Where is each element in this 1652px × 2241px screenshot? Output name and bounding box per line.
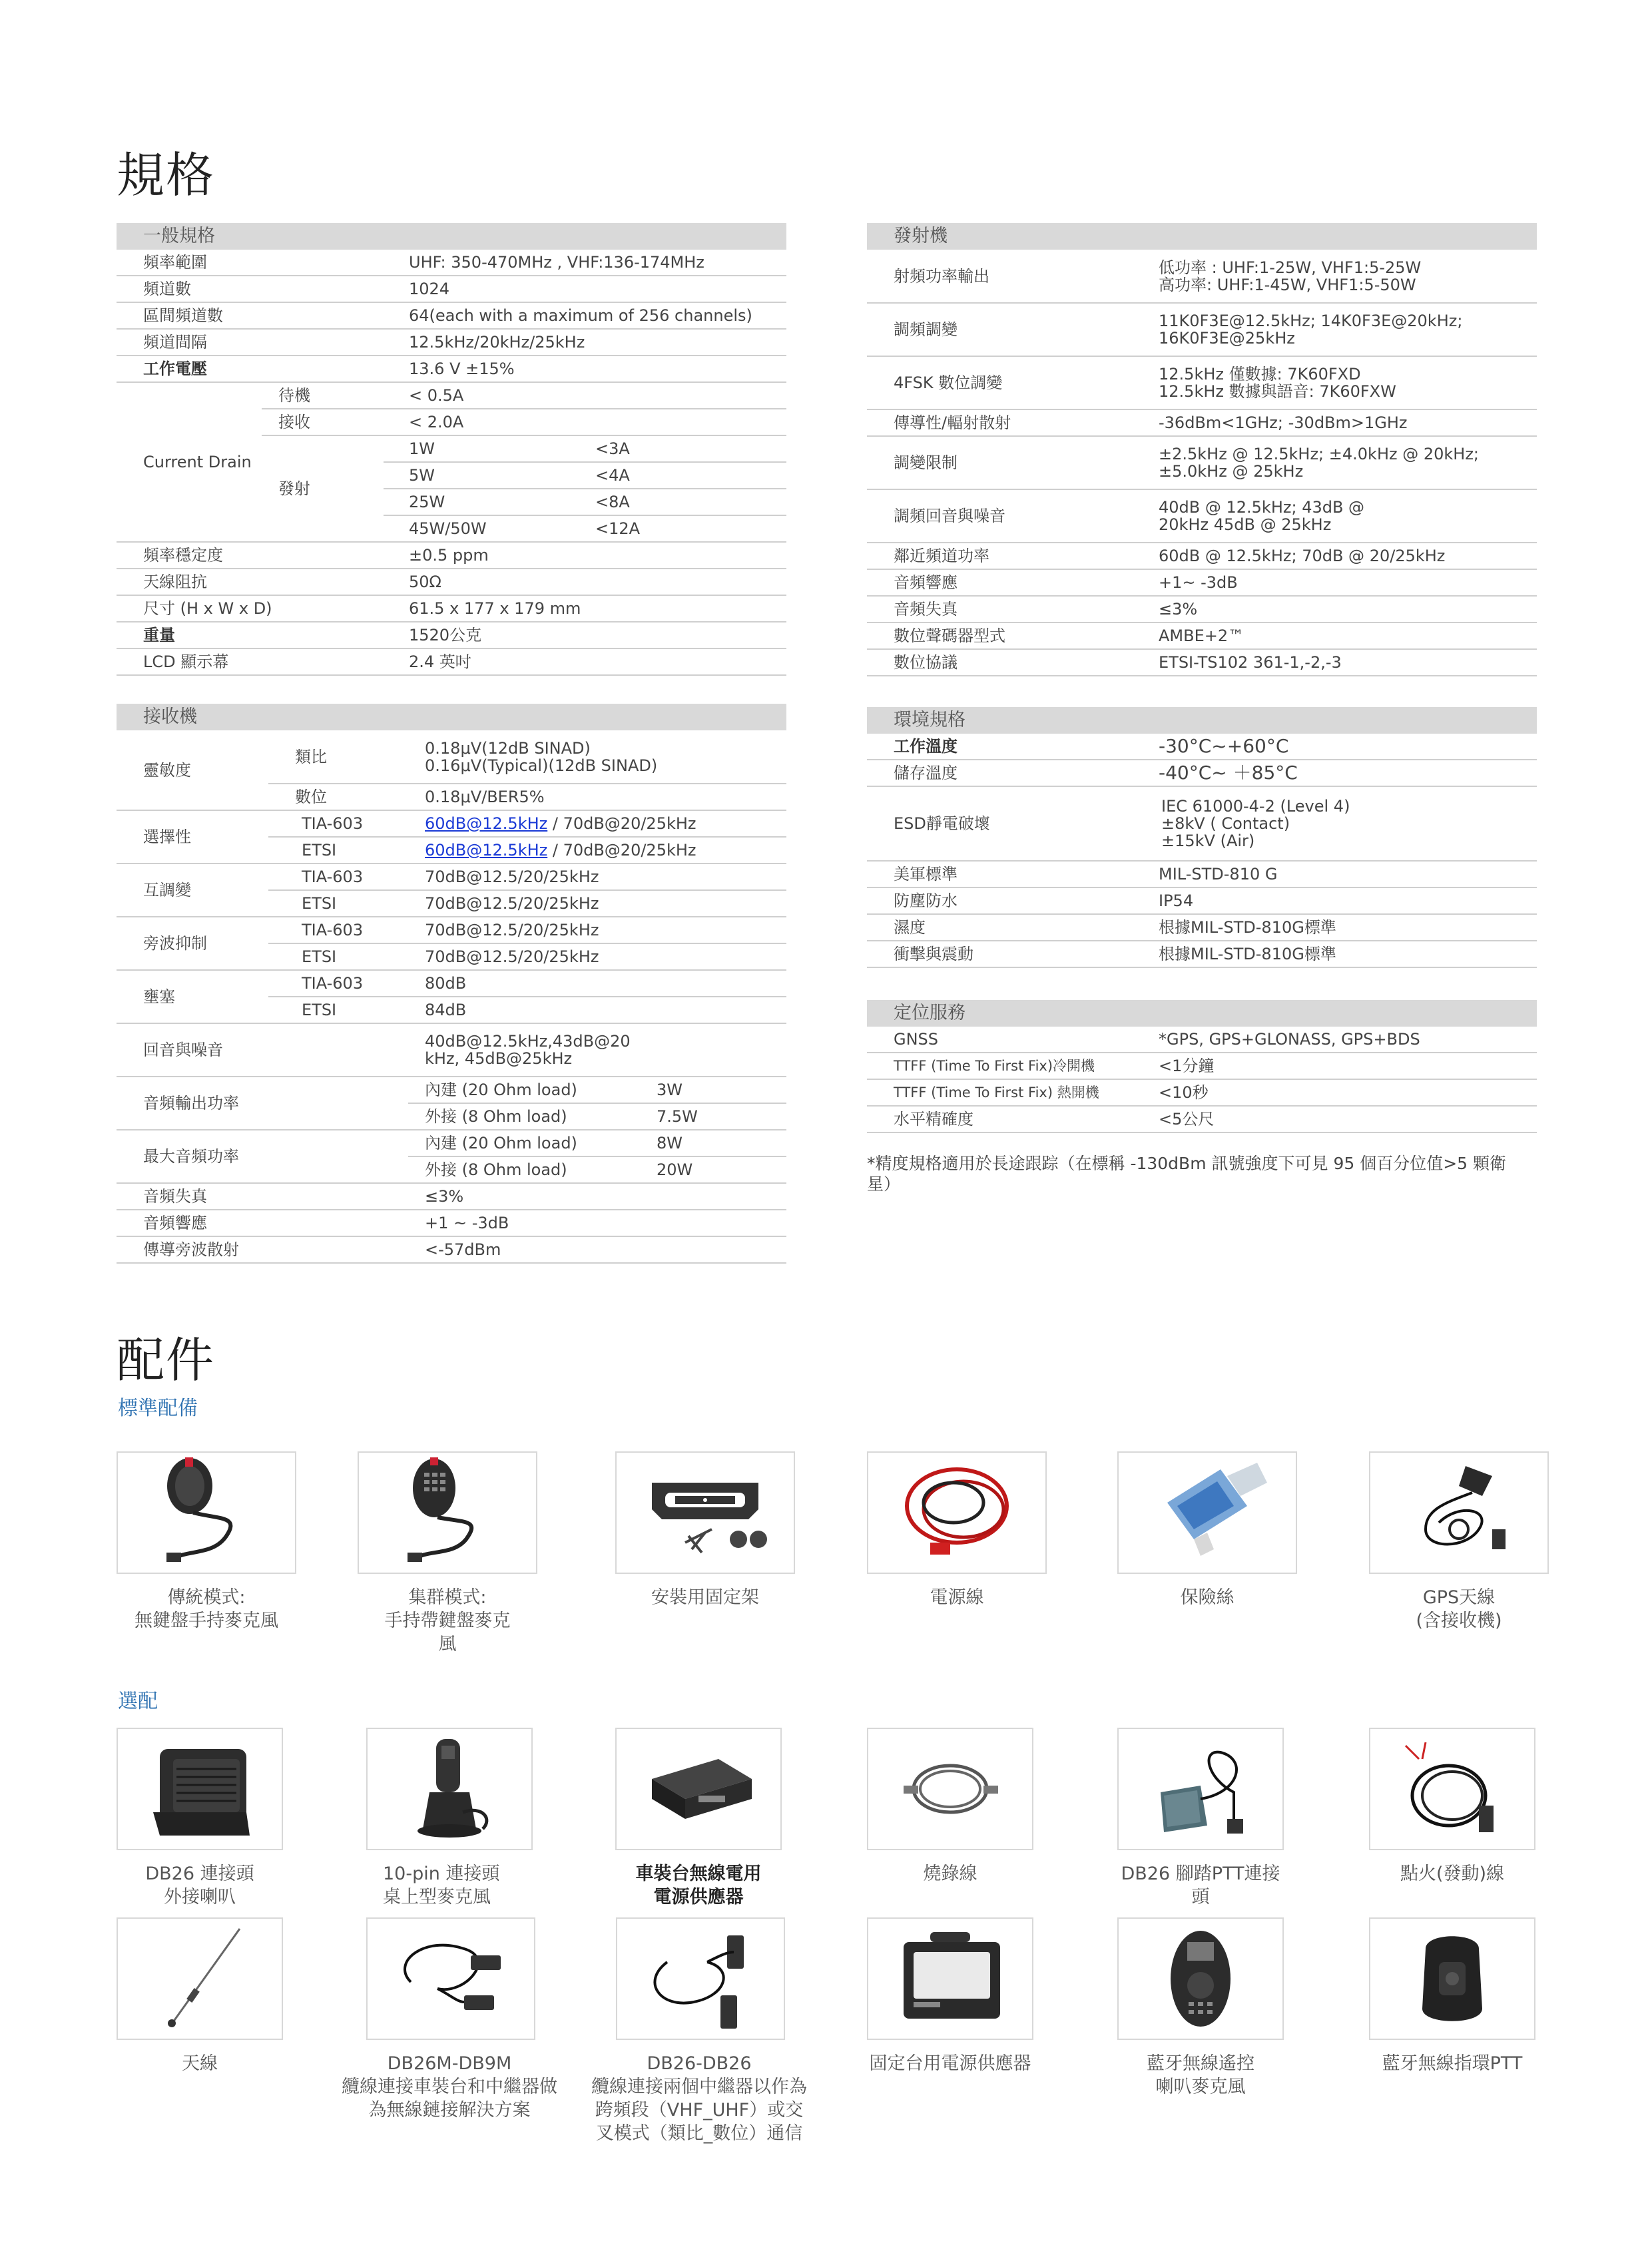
spec-value: 0.18μV(12dB SINAD) (425, 738, 591, 758)
gps-spec-table (867, 1000, 1537, 1133)
gps-header: 定位服務 (867, 1000, 1537, 1027)
spec-label: 尺寸 (H x W x D) (117, 595, 384, 622)
spec-label: 頻率範圍 (117, 250, 384, 276)
spec-label: 選擇性 (117, 810, 268, 864)
spec-label: TTFF (Time To First Fix)冷開機 (867, 1053, 1133, 1079)
spec-value: 70dB@12.5/20/25kHz (408, 864, 786, 890)
spec-value: MIL-STD-810 G (1133, 861, 1537, 887)
spec-label: 外接 (8 Ohm load) (408, 1156, 640, 1183)
spec-label: 數位協議 (867, 649, 1133, 676)
spec-value: kHz, 45dB@25kHz (425, 1049, 573, 1068)
spec-label: 壅塞 (117, 970, 268, 1023)
accessory-item (117, 1917, 283, 2075)
accessory-caption: GPS天線 (1422, 1587, 1496, 1608)
power-supply-icon (632, 1732, 765, 1846)
spec-label: 調頻調變 (867, 303, 1133, 356)
spec-value: AMBE+2™ (1133, 622, 1537, 649)
accessory-item (615, 1451, 795, 1609)
spec-value: 13.6 V ±15% (384, 356, 786, 382)
accessory-caption: 固定台用電源供應器 (869, 2053, 1031, 2074)
spec-label: 濕度 (867, 914, 1133, 941)
standard-label: 標準配備 (118, 1397, 198, 1420)
spec-value: 40dB@12.5kHz,43dB@20 (425, 1032, 631, 1051)
accessories-title: 配件 (117, 1332, 216, 1388)
spec-label: ETSI (268, 837, 408, 864)
accessory-item (358, 1451, 537, 1656)
spec-value: +1 ~ -3dB (408, 1210, 786, 1236)
base-power-supply-icon (884, 1922, 1017, 2035)
accessory-image (1117, 1728, 1284, 1850)
accessory-image (366, 1917, 535, 2040)
spec-value: 0.16μV(Typical)(12dB SINAD) (425, 756, 658, 775)
spec-value: ±0.5 ppm (384, 542, 786, 569)
accessory-image (615, 1728, 782, 1850)
spec-value: 1024 (384, 276, 786, 302)
spec-value: 64(each with a maximum of 256 channels) (384, 302, 786, 329)
spec-label: 防塵防水 (867, 887, 1133, 914)
spec-value: / 70dB@20/25kHz (547, 841, 696, 860)
spec-label: TIA-603 (268, 917, 408, 943)
spec-label: 音頻輸出功率 (117, 1077, 408, 1130)
spec-value: 20kHz 45dB @ 25kHz (1159, 515, 1332, 534)
spec-value: / 70dB@20/25kHz (547, 814, 696, 833)
spec-value: 12.5kHz 數據與語音: 7K60FXW (1159, 382, 1396, 401)
spec-value: 16K0F3E@25kHz (1159, 329, 1295, 348)
accessory-image (867, 1917, 1033, 2040)
accessory-caption: DB26 腳踏PTT連接頭 (1121, 1864, 1280, 1907)
accessory-image (366, 1728, 533, 1850)
spec-label: 內建 (20 Ohm load) (408, 1077, 640, 1103)
accessory-item (615, 1728, 782, 1909)
spec-value: 8W (640, 1130, 786, 1156)
accessory-caption: 風 (438, 1634, 457, 1654)
spec-value: 1W (384, 435, 562, 462)
spec-label: 儲存溫度 (867, 760, 1133, 786)
spec-value: 50Ω (384, 569, 786, 595)
transmitter-spec-table (867, 223, 1537, 676)
gps-footnote: *精度規格適用於長途跟踪（在標稱 -130dBm 訊號強度下可見 95 個百分位值>5 顆衛星） (867, 1154, 1507, 1194)
spec-value: 20W (640, 1156, 786, 1183)
accessory-caption: 為無線鏈接解決方案 (368, 2100, 531, 2120)
accessory-caption: 集群模式: (408, 1587, 487, 1608)
spec-value: ±8kV ( Contact) (1161, 814, 1290, 833)
accessory-image (117, 1917, 283, 2040)
accessory-caption: 纜線連接車裝台和中繼器做 (342, 2077, 557, 2097)
accessory-item (867, 1917, 1033, 2075)
accessory-image (117, 1728, 283, 1850)
spec-value: < 0.5A (384, 382, 786, 409)
spec-label: 工作電壓 (117, 356, 384, 382)
current-drain-label: Current Drain (117, 382, 262, 542)
spec-label: LCD 顯示幕 (117, 648, 384, 675)
spec-label: 音頻失真 (867, 596, 1133, 622)
spec-label: TIA-603 (268, 864, 408, 890)
optional-label: 選配 (118, 1690, 158, 1713)
spec-label: ETSI (268, 943, 408, 970)
spec-label: 頻道數 (117, 276, 384, 302)
accessory-caption: 喇叭麥克風 (1155, 2077, 1246, 2097)
spec-value: 60dB @ 12.5kHz; 70dB @ 20/25kHz (1133, 543, 1537, 569)
spec-label: 類比 (268, 730, 408, 784)
accessory-item (867, 1728, 1033, 1885)
spec-label: 靈敏度 (117, 730, 268, 810)
spec-value: 61.5 x 177 x 179 mm (384, 595, 786, 622)
spec-value: 84dB (408, 997, 786, 1023)
spec-label: TIA-603 (268, 970, 408, 997)
spec-label: 傳導旁波散射 (117, 1236, 408, 1263)
spec-link[interactable]: 60dB@12.5kHz (425, 814, 548, 833)
spec-label: 音頻響應 (867, 569, 1133, 596)
accessory-caption: 天線 (182, 2053, 218, 2074)
spec-value: 高功率: UHF:1-45W, VHF1:5-50W (1159, 275, 1416, 294)
spec-label: ETSI (268, 890, 408, 917)
spec-value: ≤3% (408, 1183, 786, 1210)
spec-value: ±5.0kHz @ 25kHz (1159, 462, 1304, 481)
accessory-caption-bold: 車裝台無線電用 (635, 1864, 762, 1884)
ignition-cable-icon (1386, 1732, 1519, 1846)
spec-label: 天線阻抗 (117, 569, 384, 595)
spec-value: 7.5W (640, 1103, 786, 1130)
programming-cable-icon (884, 1732, 1017, 1846)
accessory-item (867, 1451, 1047, 1609)
spec-label: 內建 (20 Ohm load) (408, 1130, 640, 1156)
spec-value: 2.4 英吋 (384, 648, 786, 675)
accessory-caption: 點火(發動)線 (1400, 1864, 1505, 1884)
spec-label: 待機 (262, 382, 384, 409)
spec-title: 規格 (117, 147, 216, 203)
accessory-item (1117, 1917, 1284, 2099)
environment-header: 環境規格 (867, 707, 1537, 734)
spec-label: 調頻回音與噪音 (867, 489, 1133, 543)
accessory-image (1117, 1917, 1284, 2040)
spec-value: 1520公克 (384, 622, 786, 648)
spec-value: 25W (384, 489, 562, 515)
spec-label: 最大音頻功率 (117, 1130, 408, 1183)
spec-value: 5W (384, 462, 562, 489)
spec-label: 工作溫度 (867, 734, 1133, 760)
accessory-caption: DB26M-DB9M (387, 2053, 512, 2074)
accessory-caption: (含接收機) (1416, 1611, 1502, 1631)
spec-label: TTFF (Time To First Fix) 熱開機 (867, 1079, 1133, 1106)
receiver-spec-table (117, 704, 786, 1264)
spec-value: 12.5kHz 僅數據: 7K60FXD (1159, 365, 1361, 383)
spec-value: 根據MIL-STD-810G標準 (1133, 914, 1537, 941)
power-cable-icon (890, 1456, 1023, 1569)
transmitter-header: 發射機 (867, 223, 1537, 250)
speaker-icon (133, 1732, 266, 1846)
fuse-icon (1141, 1456, 1274, 1569)
spec-label: 傳導性/輻射散射 (867, 409, 1133, 436)
accessory-caption-bold: 電源供應器 (653, 1887, 744, 1907)
spec-value: <-57dBm (408, 1236, 786, 1263)
spec-label: 調變限制 (867, 436, 1133, 489)
spec-label: 鄰近頻道功率 (867, 543, 1133, 569)
accessory-caption: 燒錄線 (923, 1864, 977, 1884)
accessory-caption: DB26 連接頭 (145, 1864, 254, 1884)
spec-label: 4FSK 數位調變 (867, 356, 1133, 409)
spec-label: 區間頻道數 (117, 302, 384, 329)
spec-label: 回音與噪音 (117, 1023, 408, 1077)
accessory-item (117, 1451, 296, 1632)
accessory-caption: 手持帶鍵盤麥克 (384, 1611, 511, 1631)
spec-value: 45W/50W (384, 515, 562, 542)
desk-mic-icon (383, 1732, 516, 1846)
spec-value: UHF: 350-470MHz , VHF:136-174MHz (384, 250, 786, 276)
accessory-caption: 外接喇叭 (164, 1887, 236, 1907)
spec-value: *GPS, GPS+GLONASS, GPS+BDS (1133, 1027, 1537, 1053)
spec-label: TIA-603 (268, 810, 408, 837)
accessory-caption: 傳統模式: (167, 1587, 246, 1608)
spec-label: 旁波抑制 (117, 917, 268, 970)
spec-value: 70dB@12.5/20/25kHz (408, 890, 786, 917)
accessory-image (867, 1451, 1047, 1574)
spec-label: 接收 (262, 409, 384, 435)
spec-value: ±15kV (Air) (1161, 832, 1255, 850)
spec-value: <1分鐘 (1133, 1053, 1537, 1079)
gps-antenna-icon (1392, 1456, 1525, 1569)
spec-value: ≤3% (1133, 596, 1537, 622)
accessory-image (358, 1451, 537, 1574)
accessory-caption: 電源線 (930, 1587, 984, 1608)
accessory-image (117, 1451, 296, 1574)
spec-label: 音頻響應 (117, 1210, 408, 1236)
accessory-caption: 保險絲 (1180, 1587, 1235, 1608)
spec-value: IEC 61000-4-2 (Level 4) (1161, 797, 1350, 816)
spec-label: 射頻功率輸出 (867, 250, 1133, 303)
spec-value: 40dB @ 12.5kHz; 43dB @ (1159, 498, 1365, 517)
accessory-item (1369, 1917, 1535, 2075)
accessory-item (1369, 1451, 1549, 1632)
bt-ring-ptt-icon (1386, 1922, 1519, 2035)
general-header: 一般規格 (117, 223, 786, 250)
accessory-caption (615, 1885, 782, 1909)
spec-value: 低功率 : UHF:1-25W, VHF1:5-25W (1159, 258, 1422, 277)
accessory-item (1117, 1451, 1297, 1609)
spec-label: 數位 (268, 784, 408, 810)
spec-label: 數位聲碼器型式 (867, 622, 1133, 649)
spec-value: 根據MIL-STD-810G標準 (1133, 941, 1537, 967)
spec-label: 互調變 (117, 864, 268, 917)
spec-value: < 2.0A (384, 409, 786, 435)
receiver-header: 接收機 (117, 704, 786, 730)
accessory-item (117, 1728, 283, 1909)
db26-db26-cable-icon (634, 1922, 767, 2035)
spec-label: GNSS (867, 1027, 1133, 1053)
spec-label: 頻道間隔 (117, 329, 384, 356)
spec-value: <8A (562, 489, 786, 515)
accessory-item (333, 1917, 566, 2122)
accessory-caption: 10-pin 連接頭 (383, 1864, 500, 1884)
accessory-image (1369, 1728, 1535, 1850)
spec-value: 3W (640, 1077, 786, 1103)
spec-value: -40°C~ ＋85°C (1133, 760, 1537, 786)
environment-spec-table (867, 707, 1537, 968)
db26-db9-cable-icon (384, 1922, 517, 2035)
spec-value: ETSI-TS102 361-1,-2,-3 (1133, 649, 1537, 676)
accessory-caption (615, 1862, 782, 1885)
accessory-caption: 藍牙無線指環PTT (1382, 2053, 1523, 2074)
spec-label: 衝擊與震動 (867, 941, 1133, 967)
spec-label: 發射 (262, 435, 384, 542)
accessory-caption: 藍牙無線遙控 (1147, 2053, 1254, 2074)
accessory-item (1117, 1728, 1284, 1909)
spec-link[interactable]: 60dB@12.5kHz (425, 841, 548, 860)
accessory-caption: DB26-DB26 (647, 2053, 752, 2074)
spec-label: ESD靜電破壞 (867, 786, 1133, 861)
spec-value: <5公尺 (1133, 1106, 1537, 1132)
accessory-image (867, 1728, 1033, 1850)
accessory-item (1369, 1728, 1535, 1885)
spec-value: IP54 (1133, 887, 1537, 914)
spec-label: 美軍標準 (867, 861, 1133, 887)
accessory-caption: 無鍵盤手持麥克風 (135, 1611, 278, 1631)
accessory-image (1369, 1451, 1549, 1574)
handheld-mic-icon (146, 1456, 266, 1569)
spec-value: <12A (562, 515, 786, 542)
spec-label: 外接 (8 Ohm load) (408, 1103, 640, 1130)
spec-label: 音頻失真 (117, 1183, 408, 1210)
spec-value: +1~ -3dB (1133, 569, 1537, 596)
spec-value: ±2.5kHz @ 12.5kHz; ±4.0kHz @ 20kHz; (1159, 445, 1480, 463)
spec-label: 重量 (117, 622, 384, 648)
accessory-image (615, 1451, 795, 1574)
accessory-item (366, 1728, 533, 1909)
spec-value: 70dB@12.5/20/25kHz (408, 917, 786, 943)
spec-label: ETSI (268, 997, 408, 1023)
antenna-icon (133, 1922, 266, 2035)
accessory-image (616, 1917, 785, 2040)
mounting-bracket-icon (639, 1456, 772, 1569)
spec-value: 80dB (408, 970, 786, 997)
accessory-caption: 纜線連接兩個中繼器以作為 (591, 2077, 807, 2097)
accessory-image (1117, 1451, 1297, 1574)
accessory-caption: 桌上型麥克風 (383, 1887, 491, 1907)
spec-label: 頻率穩定度 (117, 542, 384, 569)
accessory-caption: 安裝用固定架 (651, 1587, 759, 1608)
bt-speaker-mic-icon (1134, 1922, 1267, 2035)
accessory-item (583, 1917, 816, 2145)
spec-value: <4A (562, 462, 786, 489)
spec-value: <3A (562, 435, 786, 462)
spec-value: 11K0F3E@12.5kHz; 14K0F3E@20kHz; (1159, 312, 1463, 330)
accessory-caption: 跨頻段（VHF_UHF）或交 (595, 2100, 804, 2120)
spec-label: 水平精確度 (867, 1106, 1133, 1132)
accessory-caption: 叉模式（類比_數位）通信 (595, 2123, 803, 2144)
spec-value: 12.5kHz/20kHz/25kHz (384, 329, 786, 356)
keypad-mic-icon (388, 1456, 507, 1569)
spec-value: -36dBm<1GHz; -30dBm>1GHz (1133, 409, 1537, 436)
accessory-image (1369, 1917, 1535, 2040)
spec-value: 70dB@12.5/20/25kHz (408, 943, 786, 970)
spec-value: 0.18μV/BER5% (408, 784, 786, 810)
spec-value: -30°C~+60°C (1133, 734, 1537, 760)
foot-ptt-icon (1134, 1732, 1267, 1846)
general-spec-table (117, 223, 786, 676)
spec-value: <10秒 (1133, 1079, 1537, 1106)
